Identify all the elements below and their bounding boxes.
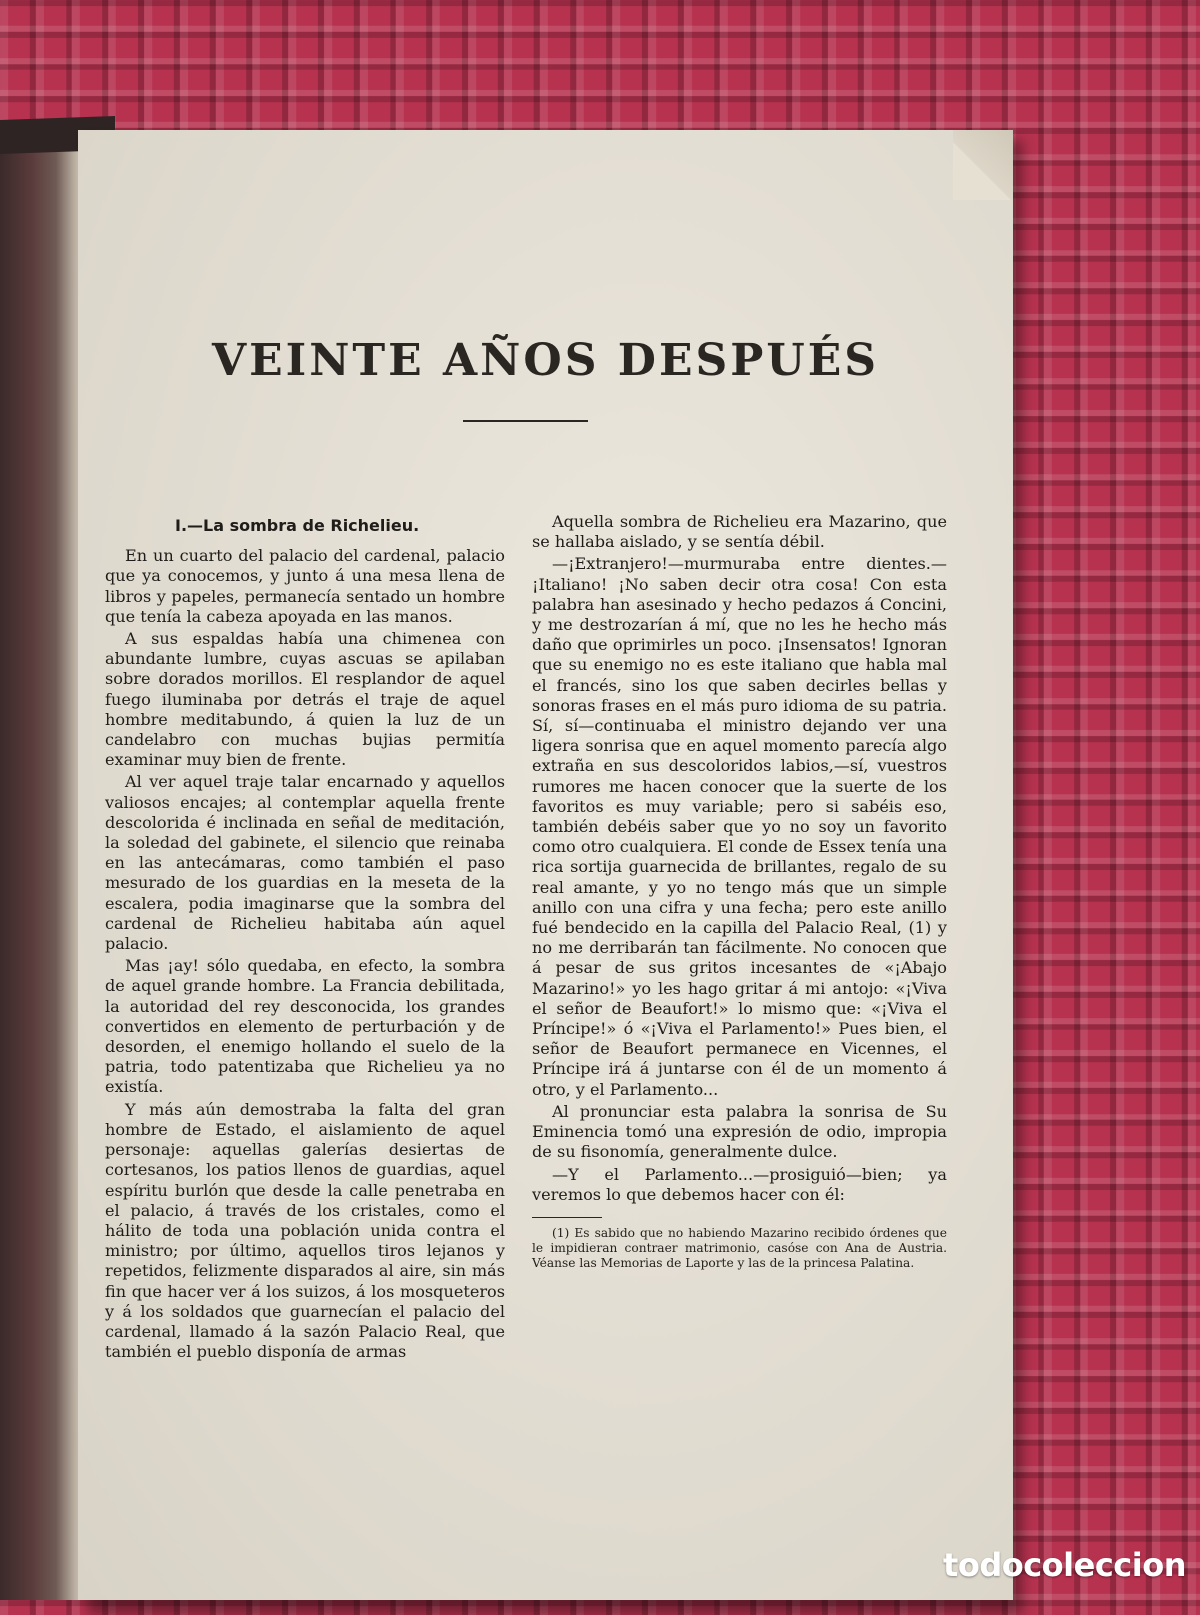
paragraph: —Y el Parlamento...—prosiguió—bien; ya veremos lo que debemos hacer con él: — [532, 1164, 947, 1204]
footnote-rule — [532, 1217, 602, 1218]
watermark-logo: todocoleccion — [943, 1546, 1186, 1584]
paragraph: —¡Extranjero!—murmuraba entre dientes.—¡Italiano! ¡No saben decir otra cosa! Con esta palabra han asesinado y hecho pedazos á Concini, y me destrozarían á mí, que no les he hecho más daño que oprimirles un poco. ¡Insensatos! Ignoran que su enemigo no es este italiano que habla mal el francés, sino los que saben decirles bellas y sonoras frases en el más puro idioma de su patria. Sí, sí—continuaba el ministro dejando ver una ligera sonrisa que en aquel momento parecía algo extraña en sus descoloridos labios,—sí, vuestros rumores me hacen conocer que la suerte de los favoritos es muy variable; pero si sabéis eso, también debéis saber que yo no soy un favorito como otro cualquiera. El conde de Essex tenía una rica sortija guarnecida de brillantes, regalo de su real amante, y yo no tengo más que un simple anillo con una cifra y una fecha; pero este anillo fué bendecido en la capilla del Palacio Real, (1) y no me derribarán tan fácilmente. No conocen que á pesar de sus gritos incesantes de «¡Abajo Mazarino!» yo les hago gritar á mi antojo: «¡Viva el señor de Beaufort!» lo mismo que: «¡Viva el Príncipe!» ó «¡Viva el Parlamento!» Pues bien, el señor de Beaufort permanece en Vicennes, el Príncipe irá á juntarse con él de un momento á otro, y el Parlamento... — [532, 554, 947, 1099]
paragraph: Al ver aquel traje talar encarnado y aquellos valiosos encajes; al contemplar aquella frente descolorida é inclinada en señal de meditación, la soledad del gabinete, el silencio que reinaba en las antecámaras, como también el paso mesurado de los guardias en la meseta de la escalera, podia imaginarse que la sombra del cardenal de Richelieu habitaba aún aquel palacio. — [105, 772, 505, 954]
paragraph: Al pronunciar esta palabra la sonrisa de Su Eminencia tomó una expresión de odio, impropia de su fisonomía, generalmente dulce. — [532, 1101, 947, 1162]
book-page — [78, 130, 1013, 1600]
book-title: VEINTE AÑOS DESPUÉS — [211, 335, 880, 386]
page-fold — [953, 130, 1013, 200]
footnote: (1) Es sabido que no habiendo Mazarino recibido órdenes que le impidieran contraer matrimonio, casóse con Ana de Austria. Véanse las Memorias de Laporte y las de la princesa Palatina. — [532, 1225, 947, 1270]
book-spine — [0, 120, 80, 1600]
title-rule — [463, 420, 588, 422]
paragraph: Mas ¡ay! sólo quedaba, en efecto, la sombra de aquel grande hombre. La Francia debilitada, la autoridad del rey desconocida, los grandes convertidos en elemento de perturbación y de desorden, el enemigo hollando el suelo de la patria, todo patentizaba que Richelieu ya no existía. — [105, 956, 505, 1097]
paragraph: Y más aún demostraba la falta del gran hombre de Estado, el aislamiento de aquel personaje: aquellas galerías desiertas de cortesanos, los patios llenos de guardias, aquel espíritu burlón que desde la calle penetraba en el palacio, á través de los cristales, como el hálito de toda una población unida contra el ministro; por último, aquellos tiros lejanos y repetidos, felizmente disparados al aire, sin más fin que hacer ver á los suizos, á los mosqueteros y á los soldados que guarnecían el palacio del cardenal, llamado á la sazón Palacio Real, que también el pueblo disponía de armas — [105, 1099, 505, 1362]
left-column — [105, 512, 505, 1364]
paragraph: En un cuarto del palacio del cardenal, palacio que ya conocemos, y junto á una mesa llena de libros y papeles, permanecía sentado un hombre que tenía la cabeza apoyada en las manos. — [105, 546, 505, 626]
paragraph: A sus espaldas había una chimenea con abundante lumbre, cuyas ascuas se apilaban sobre dorados morillos. El resplandor de aquel fuego iluminaba por detrás el traje de aquel hombre meditabundo, á quien la luz de un candelabro con muchas bujias permitía examinar muy bien de frente. — [105, 629, 505, 770]
right-column — [532, 512, 947, 1273]
chapter-heading: I.—La sombra de Richelieu. — [175, 516, 420, 535]
paragraph: Aquella sombra de Richelieu era Mazarino, que se hallaba aislado, y se sentía débil. — [532, 512, 947, 552]
